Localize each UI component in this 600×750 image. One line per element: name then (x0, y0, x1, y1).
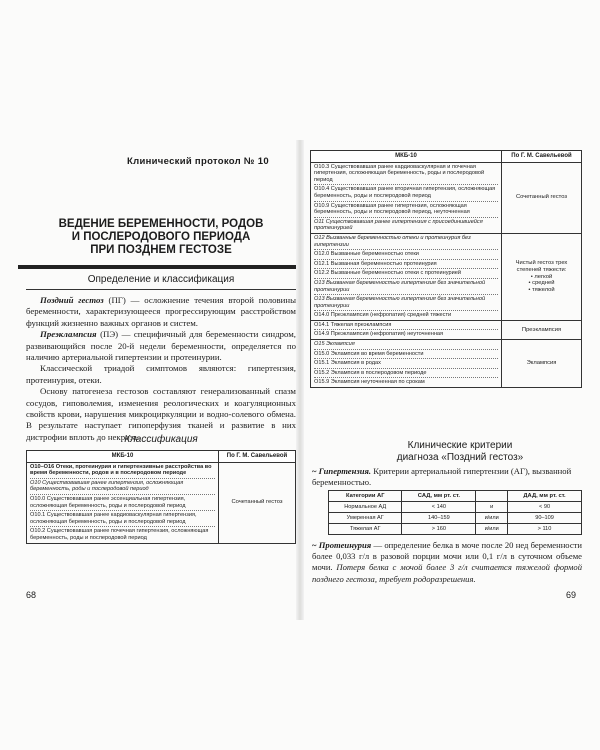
icd-item: О10.1 Существовавшая ранее кардиоваскулярная гипертензия, осложняющая беременность, роды и послеродовой период (30, 511, 215, 527)
icd-item: О10.4 Существовавшая ранее вторичная гипертензия, осложняющая беременность, роды и послеродовой период (314, 185, 498, 201)
table-row: Умеренная АГ 140–159 и/или 90–109 (329, 513, 582, 524)
classification-value: Чистый гестоз трех степеней тяжести: • легкой • средней • тяжелой (502, 233, 582, 320)
icd-codes-cell (311, 320, 502, 339)
ag-header: ДАД, мм рт. ст. (508, 491, 582, 502)
icd-item: О10.9 Существовавшая ранее гипертензия, осложняющая беременность, роды и послеродовой период, неуточненная (314, 202, 498, 218)
section-title: Определение и классификация (87, 274, 235, 285)
ag-header: САД, мм рт. ст. (402, 491, 476, 502)
paragraph: Основу патогенеза гестозов составляют генерализованный спазм сосудов, гиповолемия, изменения реологических и коагуляционных свойств крови, нарушения микроциркуляции и водно-солевого обмена. В результате наступает гипоперфузия тканей и развитие в них дистрофии вплоть до некроза. (26, 386, 296, 442)
chapter-rule (18, 265, 296, 269)
icd-item: О10.2 Существовавшая ранее почечная гипертензия, осложняющая беременность, роды и послеродовой период (30, 528, 209, 541)
classification-table-right (310, 150, 582, 388)
classification-value: Эклампсия (502, 340, 582, 388)
icd-item: О12 Вызванные беременностью отеки и протеинурия без гипертензии (314, 234, 498, 250)
classification-value: Сочетанный гестоз (219, 462, 296, 543)
icd-item: О15.0 Эклампсия во время беременности (314, 350, 498, 360)
icd-codes-cell (311, 233, 502, 320)
classification-title: Классификация (124, 434, 198, 445)
paragraph: Преэклампсия (ПЭ) — специфичный для беременности синдром, развивающийся после 20-й недели беременности, определяется по наличию артериальной гипертензии и протеинурии. (26, 329, 296, 363)
criteria-title: Клинические критерии диагноза «Поздний гестоз» (396, 440, 524, 463)
proteinuria-text: ~ Протеинурия — определение белка в моче после 20 нед беременности более 0,033 г/л в разовой порции мочи или 0,1 г/л в суточном объеме мочи. Потеря белка с мочой более 3 г/л считается тяжелой формой позднего гестоза, требует родоразрешения. (312, 540, 582, 584)
icd-item: О15 Эклампсия (314, 340, 498, 350)
paragraph: Классической триадой симптомов являются: гипертензия, протеинурия, отеки. (26, 363, 296, 385)
icd-item: О10.0 Существовавшая ранее эссенциальная гипертензия, осложняющая беременность, роды и послеродовой период (30, 495, 215, 511)
icd-item: О13 Вызванная беременностью гипертензия без значительной протеинурии (314, 295, 498, 311)
table-row: Тяжелая АГ > 160 и/или > 110 (329, 524, 582, 535)
icd-item: О15.1 Эклампсия в родах (314, 359, 498, 369)
icd-item: О14.1 Тяжелая преэклампсия (314, 321, 498, 331)
classification-table-left (26, 450, 296, 544)
definitions-text (26, 295, 296, 443)
ag-header (476, 491, 508, 502)
icd-item: О12.2 Вызванные беременностью отеки с протеинурией (314, 269, 498, 279)
table-row: Нормальное АД < 140 и < 90 (329, 502, 582, 513)
section-rule (26, 289, 296, 290)
icd-item: О10–О16 Отеки, протеинурия и гипертензивные расстройства во время беременности, родов и в послеродовом периоде (30, 463, 215, 479)
header-icd10: МКБ-10 (311, 151, 502, 163)
icd-item: О14.0 Преэклампсия (нефропатия) средней тяжести (314, 312, 452, 319)
icd-item: О15.9 Эклампсия неуточненная по срокам (314, 379, 425, 386)
header-savelyeva: По Г. М. Савельевой (219, 451, 296, 463)
hypertension-text: ~ Гипертензия. Критерии артериальной гипертензии (АГ), вызванной беременностью. (312, 466, 572, 488)
icd-item: О10.3 Существовавшая ранее кардиоваскулярная и почечная гипертензия, осложняющая беременность, роды и послеродовой период (314, 163, 498, 186)
icd-item: О15.2 Эклампсия в послеродовом периоде (314, 369, 498, 379)
icd-item: О14.9 Преэклампсия (нефропатия) неуточненная (314, 331, 444, 338)
ag-header: Категории АГ (329, 491, 402, 502)
icd-codes-cell (311, 162, 502, 233)
protocol-title: Клинический протокол № 10 (127, 156, 269, 167)
hypertension-table (328, 490, 582, 535)
icd-codes-cell (311, 340, 502, 388)
icd-item: О12.0 Вызванные беременностью отеки (314, 250, 498, 260)
icd-item: О10 Существовавшая ранее гипертензия, осложняющая беременность, роды и послеродовой период (30, 479, 215, 495)
header-icd10: МКБ-10 (27, 451, 219, 463)
icd-item: О11 Существовавшая ранее гипертензия с присоединившейся протеинурией (314, 218, 483, 232)
icd-codes-cell (27, 462, 219, 543)
classification-value: Сочетанный гестоз (502, 162, 582, 233)
paragraph: Поздний гестоз (ПГ) — осложнение течения второй половины беременности, характеризующееся прогрессирующим расстройством функций жизненно важных органов и систем. (26, 295, 296, 328)
icd-item: О12.1 Вызванная беременностью протеинурия (314, 260, 498, 270)
page-number-left: 68 (26, 590, 37, 600)
chapter-title: ВЕДЕНИЕ БЕРЕМЕННОСТИ, РОДОВ И ПОСЛЕРОДОВОГО ПЕРИОДА ПРИ ПОЗДНЕМ ГЕСТОЗЕ (58, 218, 264, 256)
page-number-right: 69 (566, 590, 577, 600)
icd-item: О13 Вызванная беременностью гипертензия без значительной протеинурии (314, 279, 498, 295)
header-savelyeva: По Г. М. Савельевой (502, 151, 582, 163)
classification-value: Преэклампсия (502, 320, 582, 339)
